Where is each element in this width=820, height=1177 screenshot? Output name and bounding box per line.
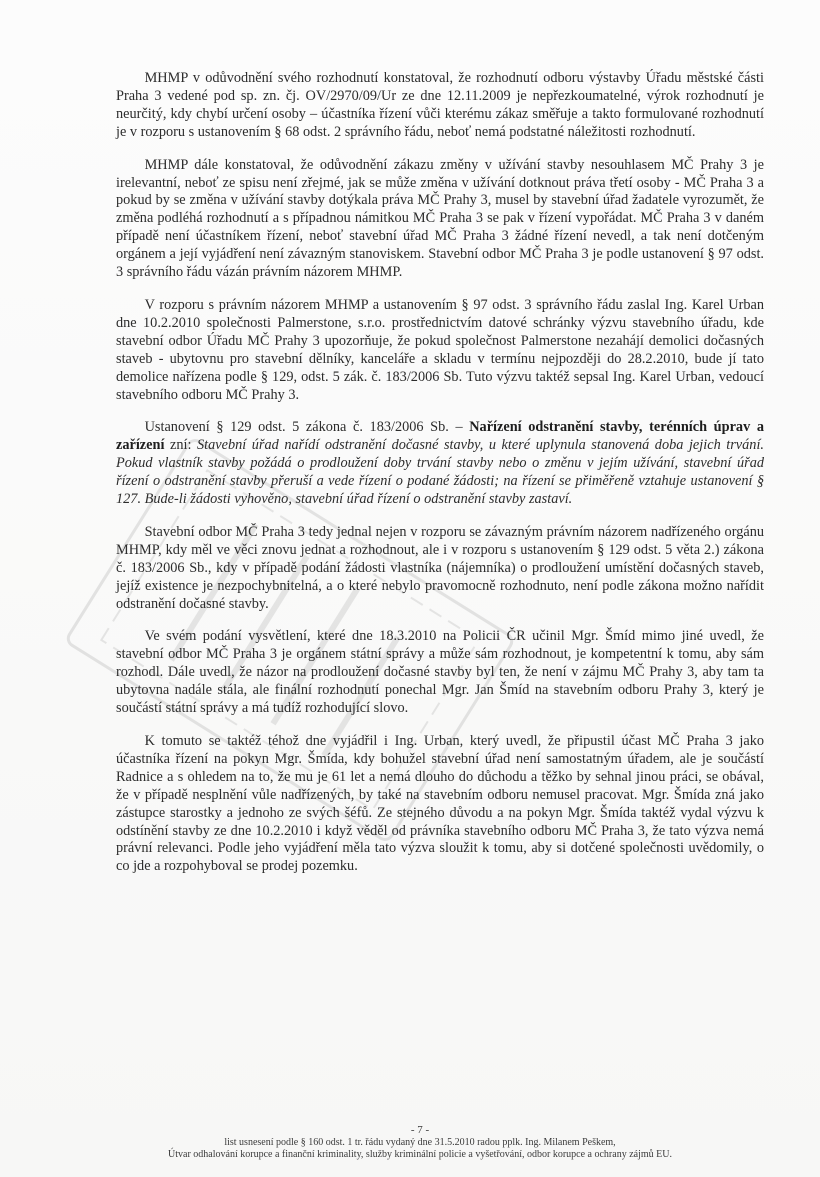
paragraph-4-quote: Stavební úřad nařídí odstranění dočasné stavby, u které uplynula stanovená doba jejich trvání. Pokud vlastník stavby požádá o prodloužení doby trvání stavby nebo o změnu v jejím užívání, stavební úřad řízení o odstranění stavby přeruší a vede řízení o podané žádosti; na řízení se přiměřeně vztahuje ustanovení § 127. Bude-li žádosti vyhověno, stavební úřad řízení o odstranění stavby zastaví. bbox=[116, 437, 764, 508]
document-body bbox=[116, 70, 764, 891]
paragraph-1-text: MHMP v odůvodnění svého rozhodnutí konstatoval, že rozhodnutí odboru výstavby Úřadu městské části Praha 3 vedené pod sp. zn. čj. OV/2970/09/Ur ze dne 12.11.2009 je nepřezkoumatelné, výrok rozhodnutí je neurčitý, kdy chybí určení osoby – účastníka řízení vůči kterému zákaz směřuje a takto formulované rozhodnutí je v rozporu s ustanovením § 68 odst. 2 správního řádu, neboť nemá podstatné náležitosti rozhodnutí. bbox=[116, 70, 764, 140]
footer-line-1: list usnesení podle § 160 odst. 1 tr. řádu vydaný dne 31.5.2010 radou pplk. Ing. Milanem Peškem, bbox=[224, 1137, 616, 1148]
paragraph-4-lead: Ustanovení § 129 odst. 5 zákona č. 183/2006 Sb. – bbox=[144, 419, 470, 436]
paragraph-1 bbox=[116, 70, 764, 142]
paragraph-2 bbox=[116, 157, 764, 282]
footer-line-2: Útvar odhalování korupce a finanční kriminality, služby kriminální policie a vyšetřování, odbor korupce a ochrany zájmů EU. bbox=[168, 1149, 672, 1160]
paragraph-5 bbox=[116, 524, 764, 614]
paragraph-6 bbox=[116, 628, 764, 718]
page-footer bbox=[60, 1124, 780, 1161]
page-number: - 7 - bbox=[410, 1124, 430, 1136]
paragraph-3-text: V rozporu s právním názorem MHMP a ustanovením § 97 odst. 3 správního řádu zaslal Ing. Karel Urban dne 10.2.2010 společnosti Palmerstone, s.r.o. prostřednictvím datové schránky výzvu stavebního úřadu, kde stavební odbor Úřadu MČ Prahy 3 upozorňuje, že pokud společnost Palmerstone nezahájí demolici dočasných staveb - ubytovnu pro stavební dělníky, kanceláře a skladu v termínu nejpozději do 28.2.2010, bude jí tato demolice nařízena podle § 129, odst. 5 zák. č. 183/2006 Sb. Tuto výzvu taktéž sepsal Ing. Karel Urban, vedoucí stavebního odboru MČ Prahy 3. bbox=[116, 296, 764, 403]
paragraph-4 bbox=[116, 419, 764, 509]
paragraph-4-mid: zní: bbox=[164, 437, 197, 454]
paragraph-2-text: MHMP dále konstatoval, že odůvodnění zákazu změny v užívání stavby nesouhlasem MČ Prahy 3 je irelevantní, neboť ze spisu není zřejmé, jak se může změna v užívání dotknout práva třetí osoby - MČ Praha 3 a pokud by se změna v užívání stavby dotýkala práva MČ Prahy 3, musel by stavební úřad žadatele vyrozumět, že změna podléhá rozhodnutí a s případnou námitkou MČ Praha 3 se pak v řízení vypořádat. MČ Praha 3 v daném případě není účastníkem řízení, neboť stavební úřad MČ Praha 3 žádné řízení nevedl, a tak není dotčeným orgánem a její vyjádření není závazným stanoviskem. Stavební odbor MČ Praha 3 je podle ustanovení § 97 odst. 3 správního řádu vázán právním názorem MHMP. bbox=[116, 156, 764, 281]
paragraph-6-text: Ve svém podání vysvětlení, které dne 18.3.2010 na Policii ČR učinil Mgr. Šmíd mimo jiné uvedl, že stavební odbor MČ Praha 3 je orgánem státní správy a může sám rozhodnout, je kompetentní k tomu, aby sám rozhodl. Dále uvedl, že názor na prodloužení dočasné stavby byl ten, že není v zájmu MČ Prahy 3, aby tam ta ubytovna nadále stála, ale finální rozhodnutí ponechal Mgr. Jan Šmíd na stavebním odboru Prahy 3, který je součástí státní správy a má tudíž rozhodující slovo. bbox=[116, 628, 764, 717]
paragraph-7 bbox=[116, 733, 764, 876]
paragraph-7-text: K tomuto se taktéž téhož dne vyjádřil i Ing. Urban, který uvedl, že připustil účast MČ Praha 3 jako účastníka řízení na pokyn Mgr. Šmída, kdy bohužel stavební úřad není samostatným úřadem, ale je součástí Radnice a s ohledem na to, že mu je 61 let a nemá dlouho do důchodu a těžko by sehnal jinou práci, se obával, že v případě nesplnění vůle nadřízených, by také na stavebním odboru nemusel pracovat. Mgr. Šmída zná jako zástupce starostky a jednoho ze svých šéfů. Ze stejného důvodu a na pokyn Mgr. Šmída taktéž vydal výzvu k odstínění stavby ze dne 10.2.2010 i když věděl od právníka stavebního odboru MČ Praha 3, že tato výzva nemá právní relevanci. Podle jeho vyjádření měla tato výzva sloužit k tomu, aby si dotčené společnosti uvědomily, o co jde a rozpohyboval se prodej pozemku. bbox=[116, 733, 764, 875]
paragraph-4-heading: Nařízení odstranění stavby, terénních úprav a zařízení bbox=[116, 419, 764, 454]
paragraph-5-text: Stavební odbor MČ Praha 3 tedy jednal nejen v rozporu se závazným právním názorem nadřízeného orgánu MHMP, kdy měl ve věci znovu jednat a rozhodnout, ale i v rozporu s ustanovením § 129 odst. 5 věta 2.) zákona č. 183/2006 Sb., kdy v případě podání žádosti vlastníka (nájemníka) o prodloužení umístění dočasných staveb, jejíž existence je nezpochybnitelná, a o které nebylo pravomocně rozhodnuto, není podle zákona možno nařídit odstranění dočasné stavby. bbox=[116, 523, 764, 612]
paragraph-3 bbox=[116, 297, 764, 404]
